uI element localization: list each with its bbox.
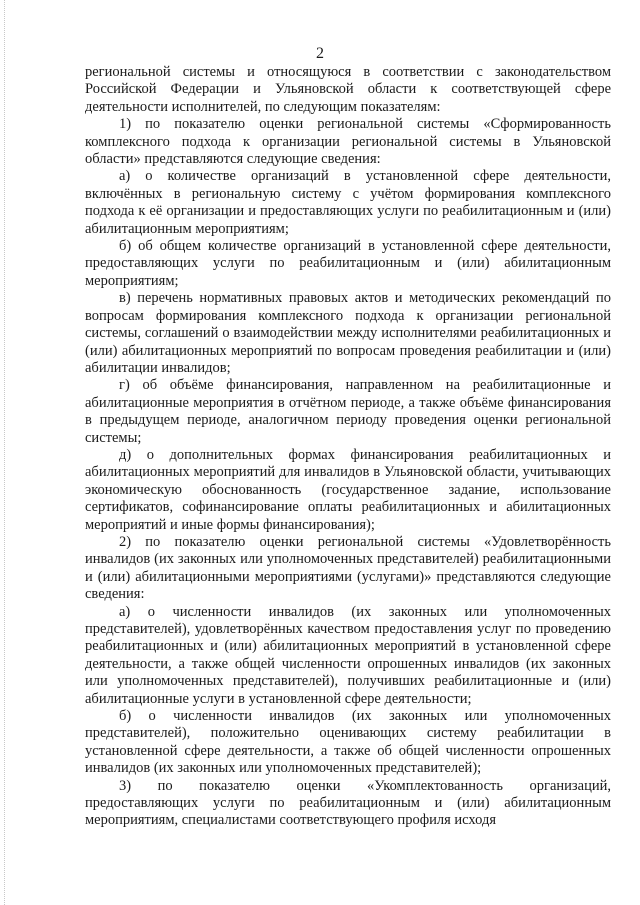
paragraph-item-1g: г) об объёме финансирования, направленном на реабилитационные и абилитационные мероприятия в отчётном периоде, а также объёме финансирования в предыдущем периоде, аналогичном периоду проведения оценки региональной системы; bbox=[85, 377, 611, 446]
paragraph-item-1b: б) об общем количестве организаций в установленной сфере деятельности, предоставляющих услуги по реабилитационным и (или) абилитационным мероприятиям; bbox=[85, 238, 611, 289]
paragraph-item-1v: в) перечень нормативных правовых актов и методических рекомендаций по вопросам формирования комплексного подхода к организации региональной системы, соглашений о взаимодействии между исполнителями реабилитационных и (или) абилитационных мероприятий по вопросам проведения реабилитации и (или) абилитации инвалидов; bbox=[85, 290, 611, 376]
paragraph-item-3: 3) по показателю оценки «Укомплектованность организаций, предоставляющих услуги по реабилитационным и (или) абилитационным мероприятиям, специалистами соответствующего профиля исходя bbox=[85, 777, 611, 829]
paragraph-intro: региональной системы и относящуюся в соответствии с законодательством Российской Федерации и Ульяновской области к соответствующей сфере деятельности исполнителей, по следующим показателям: bbox=[85, 64, 611, 115]
page-number: 2 bbox=[316, 45, 324, 62]
paragraph-item-1a: а) о количестве организаций в установленной сфере деятельности, включённых в региональную систему с учётом формирования комплексного подхода к её организации и предоставляющих услуги по реабилитационным и (или) абилитационным мероприятиям; bbox=[85, 168, 611, 237]
paragraph-item-1: 1) по показателю оценки региональной системы «Сформированность комплексного подхода к организации региональной системы в Ульяновской области» представляются следующие сведения: bbox=[85, 116, 611, 168]
paragraph-item-1d: д) о дополнительных формах финансирования реабилитационных и абилитационных мероприятий для инвалидов в Ульяновской области, учитывающих экономическую обоснованность (государственное задание, использование сертификатов, софинансирование оплаты реабилитационных и абилитационных мероприятий и иные формы финансирования); bbox=[85, 446, 611, 533]
scan-edge-marks bbox=[4, 0, 11, 905]
paragraph-item-2a: а) о численности инвалидов (их законных или уполномоченных представителей), удовлетворённых качеством предоставления услуг по проведению реабилитационных и (или) абилитационных мероприятий в установленной сфере деятельности, а также общей численности опрошенных инвалидов (их законных или уполномоченных представителей), получивших реабилитационные и (или) абилитационные услуги в установленной сфере деятельности; bbox=[85, 603, 611, 707]
paragraph-item-2b: б) о численности инвалидов (их законных или уполномоченных представителей), положительно оценивающих систему реабилитации в установленной сфере деятельности, а также об общей численности опрошенных инвалидов (их законных или уполномоченных представителей); bbox=[85, 708, 611, 777]
document-body bbox=[85, 64, 611, 830]
paragraph-item-2: 2) по показателю оценки региональной системы «Удовлетворённость инвалидов (их законных или уполномоченных представителей) реабилитационными и (или) абилитационными мероприятиями (услугами)» представляются следующие сведения: bbox=[85, 533, 611, 603]
